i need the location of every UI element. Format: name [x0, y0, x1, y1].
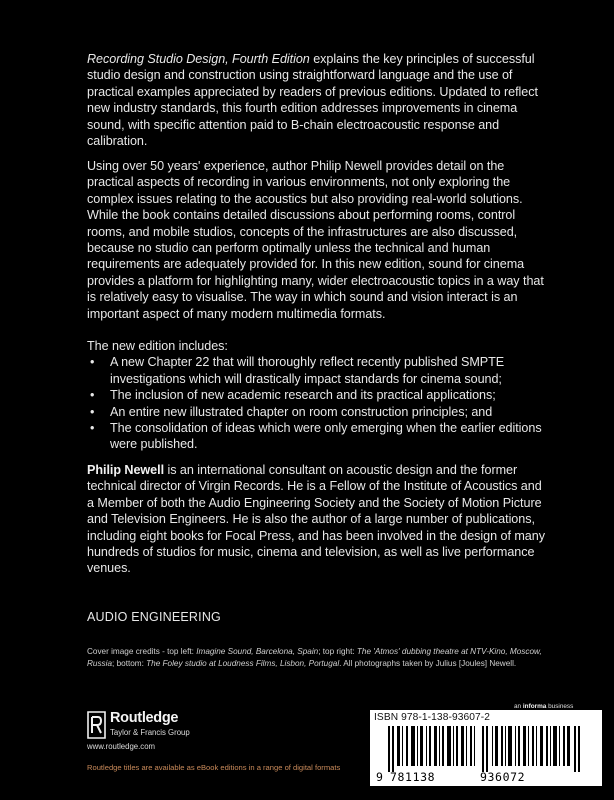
list-item: • The consolidation of ideas which were only emerging when the earlier editions were published. — [90, 421, 542, 452]
book-title-italic: Recording Studio Design, Fourth Edition — [87, 52, 310, 66]
author-name: Philip Newell — [87, 463, 165, 477]
bullet-icon: • — [90, 404, 95, 419]
description-paragraph-1 — [87, 51, 547, 149]
informa-business-tag: an informa business — [514, 703, 574, 710]
description-paragraph-2: Using over 50 years' experience, author Philip Newell provides detail on the practical aspects of recording in various environments, not only exploring the complex issues relating to the acoustics but also providing real-world solutions. While the book contains detailed discussions about performing rooms, control rooms, and mobile studios, concepts of the infrastructures are also discussed, because no studio can perform optimally unless the technical and human requirements are adequately provided for. In this new edition, sound for cinema provides a platform for highlighting many, wider electroacoustic topics in a way that is relatively easy to visualise. The way in which sound and vision interact is an important aspect of many modern multimedia formats. — [87, 159, 544, 321]
routledge-logo-icon — [87, 711, 106, 739]
subject-category: AUDIO ENGINEERING — [87, 610, 221, 624]
ebook-note: Routledge titles are available as eBook editions in a range of digital formats — [87, 763, 341, 772]
list-item: • The inclusion of new academic research and its practical applications; — [90, 388, 496, 403]
bullet-icon: • — [90, 388, 95, 403]
publisher-logo — [87, 710, 247, 746]
list-item: • A new Chapter 22 that will thoroughly reflect recently published SMPTE investigations which will drastically impact standards for cinema sound; — [90, 355, 505, 386]
list-item: • An entire new illustrated chapter on room construction principles; and — [90, 404, 493, 419]
isbn-label: ISBN 978-1-138-93607-2 — [374, 712, 491, 723]
author-bio-text: is an international consultant on acoustic design and the former technical director of Virgin Records. He is a Fellow of the Institute of Acoustics and a Member of both the Audio Engineering Society and the Society of Motion Picture and Television Engineers. He is also the author of a large number of publications, including eight books for Focal Press, and has been involved in the design of many hundreds of studios for music, cinema and television, as well as live performance venues. — [87, 463, 545, 576]
bullet-icon: • — [90, 355, 95, 370]
barcode-panel: ISBN 978-1-138-93607-2 9 781138 936072 — [370, 710, 602, 786]
cover-image-credits: Cover image credits - top left: Imagine Sound, Barcelona, Spain; top right: The 'Atmos' dubbing theatre at NTV-Kino, Moscow, Russia; bottom: The Foley studio at Loudness Films, Lisbon, Portugal. All photographs taken by Julius [Joules] Newell. — [87, 647, 542, 669]
barcode-icon — [388, 726, 584, 772]
bullet-icon: • — [90, 421, 95, 436]
new-edition-lead: The new edition includes: — [87, 339, 228, 353]
feature-bullets — [87, 354, 547, 452]
publisher-name: Routledge — [110, 710, 179, 726]
description-text-1: explains the key principles of successful studio design and construction using straightforward language and the use of practical examples appreciated by readers of previous editions. Updated to reflect new industry standards, this fourth edition addresses improvements in cinema sound, with specific attention paid to B-chain electroacoustic response and calibration. — [87, 52, 538, 149]
new-edition-list — [87, 338, 547, 453]
author-bio — [87, 462, 547, 577]
publisher-group: Taylor & Francis Group — [110, 728, 190, 737]
publisher-website: www.routledge.com — [87, 742, 156, 751]
